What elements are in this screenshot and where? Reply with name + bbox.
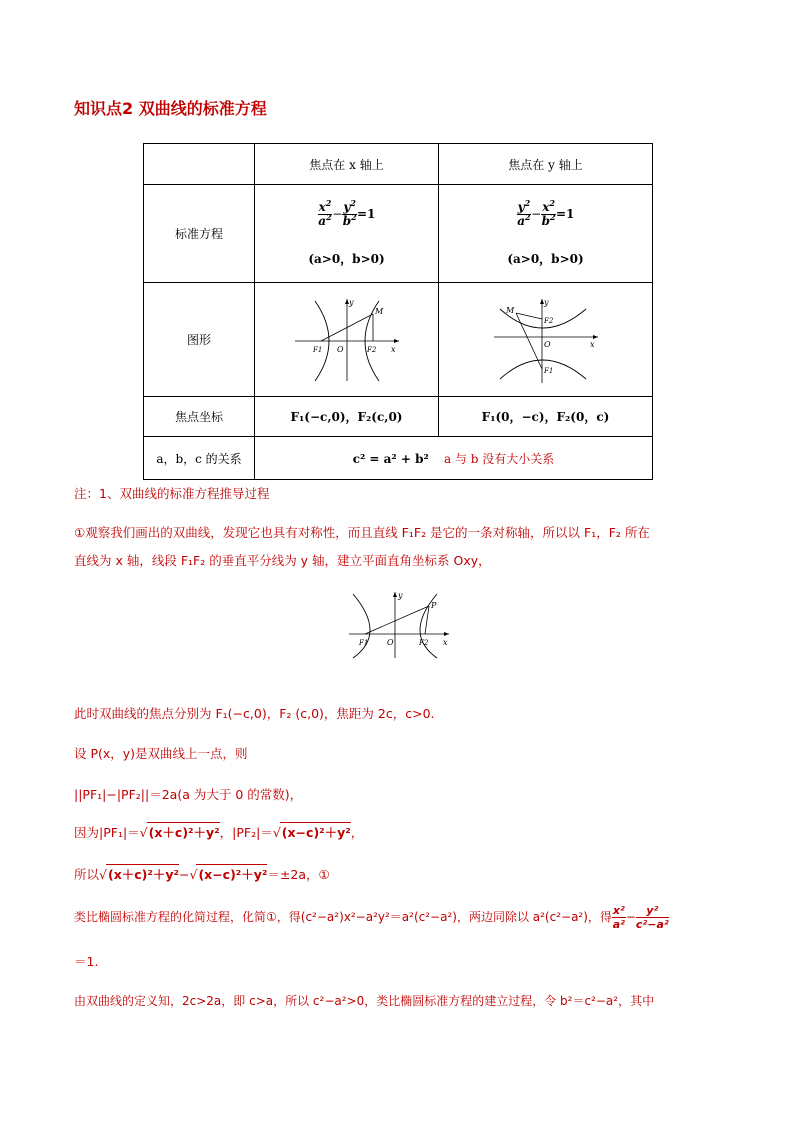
- so-prefix: 所以: [74, 867, 100, 882]
- label-o: O: [387, 638, 394, 647]
- definition-line: ||PF₁|−|PF₂||＝2a(a 为大于 0 的常数)，: [74, 787, 303, 802]
- simplify-text: 类比椭圆标准方程的化简过程，化简①，得(c²−a²)x²−a²y²＝a²(c²−a²)，两边同除以 a²(c²−a²)，得: [74, 910, 612, 924]
- denominator: c²−a²: [635, 918, 669, 931]
- relation-cell: [255, 437, 653, 480]
- table-corner-cell: [144, 144, 255, 185]
- label-f1: F1: [312, 345, 322, 354]
- table-row: [144, 283, 653, 397]
- because-middle: ，|PF₂|＝: [219, 825, 273, 840]
- label-f2: F2: [419, 639, 429, 647]
- x-axis-foci: F₁(−c,0)，F₂(c,0): [255, 397, 439, 437]
- label-m: M: [374, 306, 383, 316]
- fraction: [612, 904, 626, 931]
- numerator: y: [517, 199, 525, 214]
- x-axis-arrow: [444, 632, 449, 636]
- fraction: $\frac{x^2}{b^2}$: [541, 197, 556, 228]
- foci-line: 此时双曲线的焦点分别为 F₁(−c,0)，F₂ (c,0)，焦距为 2c，c>0.: [74, 706, 435, 721]
- radicand: (x−c)²＋y²: [196, 864, 267, 883]
- left-branch: [353, 594, 370, 658]
- numerator: y²: [636, 904, 669, 918]
- x-axis-condition: (a>0，b>0): [308, 251, 385, 266]
- simplify-line: 类比椭圆标准方程的化简过程，化简①，得(c²−a²)x²−a²y²＝a²(c²−a²)，两边同除以 a²(c²−a²)，得 $\frac{\text{x²}}{\text{a²}}$ − $\frac{\text{y²}}{\text{c²−a²}}$: [74, 904, 669, 931]
- hyperbola-figure: [345, 590, 455, 660]
- label-y: y: [543, 297, 549, 307]
- numerator: x: [318, 199, 326, 214]
- table-row: [144, 185, 653, 283]
- label-f2: F2: [366, 345, 376, 354]
- paragraph-line: 直线为 x 轴，线段 F₁F₂ 的垂直平分线为 y 轴，建立平面直角坐标系 Oxy，: [74, 553, 491, 568]
- label-f1: F1: [543, 366, 553, 375]
- denominator: b: [342, 213, 352, 228]
- because-end: ，: [350, 825, 364, 840]
- because-line: [74, 822, 363, 841]
- denominator: a: [517, 213, 525, 228]
- label-x: x: [390, 344, 396, 354]
- paragraph-line: ①观察我们画出的双曲线，发现它也具有对称性，而且直线 F₁F₂ 是它的一条对称轴，所以以 F₁，F₂ 所在: [74, 525, 650, 540]
- label-o: O: [336, 344, 344, 354]
- y-axis-arrow: [393, 592, 397, 597]
- note-title: 注：1、双曲线的标准方程推导过程: [74, 486, 270, 501]
- label-f2: F2: [543, 316, 553, 325]
- x-axis-equation-cell: [255, 185, 439, 283]
- row-label-graph: 图形: [144, 283, 255, 397]
- standard-equation-table: [143, 143, 653, 480]
- simplify-result: ＝1.: [74, 954, 99, 969]
- radicand: (x＋c)²＋y²: [147, 822, 220, 841]
- row-label-relation: a，b，c 的关系: [144, 437, 255, 480]
- label-m: M: [505, 305, 514, 315]
- x-axis-arrow: [394, 339, 399, 343]
- so-line: [74, 864, 330, 883]
- segment-pf1: [365, 606, 429, 634]
- y-axis-graph-cell: [439, 283, 653, 397]
- segment-mf2: [516, 313, 542, 319]
- row-label-standard-equation: 标准方程: [144, 185, 255, 283]
- numerator: x: [542, 199, 550, 214]
- header-x-axis: 焦点在 x 轴上: [255, 144, 439, 185]
- y-axis-equation: $\frac{y^2}{a^2}$ − $\frac{x^2}{b^2}$ =1: [517, 197, 575, 228]
- lower-branch: [500, 360, 586, 379]
- so-end: ＝±2a，①: [267, 867, 330, 882]
- numerator: x²: [612, 904, 625, 917]
- y-axis-condition: (a>0，b>0): [507, 251, 584, 266]
- table-row: [144, 397, 653, 437]
- relation-note: a 与 b 没有大小关系: [444, 451, 555, 466]
- numerator: y: [343, 199, 351, 214]
- radicand: (x−c)²＋y²: [280, 822, 351, 841]
- sqrt-sign: √: [272, 825, 281, 840]
- x-axis-equation: $\frac{x^2}{a^2}$ − $\frac{y^2}{b^2}$ =1: [318, 197, 376, 228]
- label-y: y: [348, 297, 354, 307]
- denominator: a²: [612, 918, 625, 931]
- sqrt-sign: √: [99, 867, 107, 882]
- radicand: (x＋c)²＋y²: [106, 864, 179, 883]
- sqrt-sign: √: [139, 825, 148, 840]
- label-x: x: [589, 339, 595, 349]
- relation-formula: c² = a² + b²: [352, 451, 429, 466]
- denominator: b: [541, 213, 550, 228]
- table-row: [144, 144, 653, 185]
- sqrt-sign: √: [189, 867, 198, 882]
- segment-mf1: [516, 313, 542, 369]
- fraction: $\frac{y^2}{b^2}$: [342, 197, 357, 228]
- page-title: 知识点2 双曲线的标准方程: [74, 99, 267, 118]
- y-axis-equation-cell: [439, 185, 653, 283]
- so-minus: −: [178, 867, 190, 882]
- header-y-axis: 焦点在 y 轴上: [439, 144, 653, 185]
- equation-rhs: =1: [356, 206, 376, 221]
- table-row: [144, 437, 653, 480]
- label-o: O: [543, 339, 551, 349]
- label-x: x: [443, 638, 448, 647]
- hyperbola-x-graph: [287, 295, 407, 385]
- because-prefix: 因为|PF₁|＝: [74, 825, 140, 840]
- label-f1: F1: [359, 639, 369, 647]
- y-axis-foci: F₁(0，−c)，F₂(0，c): [439, 397, 653, 437]
- fraction: $\frac{x^2}{a^2}$: [318, 197, 332, 228]
- denominator: a: [318, 213, 327, 228]
- x-axis-graph-cell: [255, 283, 439, 397]
- hyperbola-y-graph: [486, 295, 606, 385]
- row-label-focus: 焦点坐标: [144, 397, 255, 437]
- equation-rhs: =1: [555, 206, 575, 221]
- x-axis-arrow: [593, 335, 598, 339]
- fraction: $\frac{y^2}{a^2}$: [517, 197, 531, 228]
- label-y: y: [398, 591, 403, 600]
- last-line: 由双曲线的定义知，2c>2a，即 c>a，所以 c²−a²>0，类比椭圆标准方程的建立过程，令 b²＝c²−a²，其中: [74, 994, 655, 1008]
- point-line: 设 P(x，y)是双曲线上一点，则: [74, 746, 248, 761]
- label-p: P: [431, 601, 437, 610]
- fraction: [636, 904, 669, 931]
